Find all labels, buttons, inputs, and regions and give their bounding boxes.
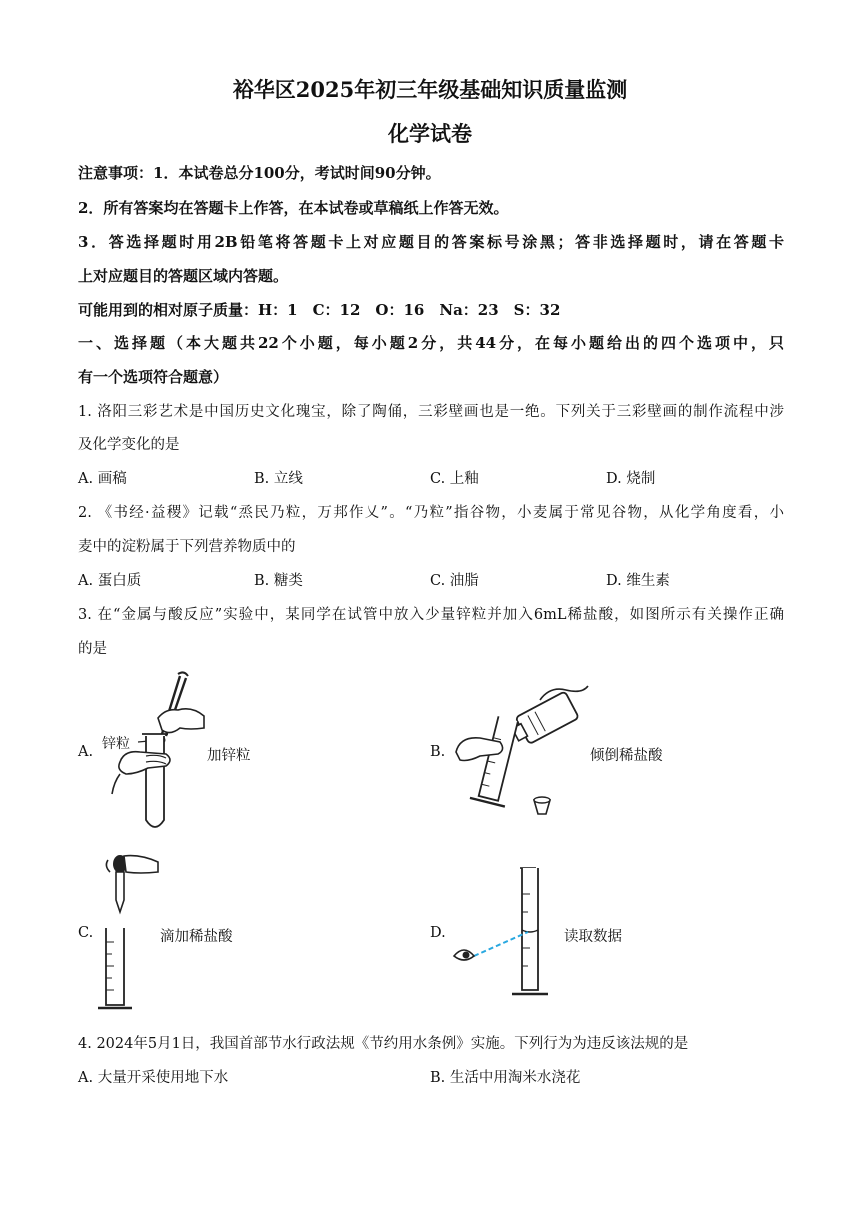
fig-a-caption: 加锌粒 <box>207 748 251 764</box>
q1-option-b: B. 立线 <box>254 471 303 487</box>
fig-c-caption: 滴加稀盐酸 <box>160 929 233 945</box>
notice-line-2: 2．所有答案均在答题卡上作答，在本试卷或草稿纸上作答无效。 <box>78 199 509 217</box>
q4-option-b: B. 生活中用淘米水浇花 <box>430 1070 581 1086</box>
q2-option-c: C. 油脂 <box>430 573 479 589</box>
q2-option-a: A. 蛋白质 <box>78 573 142 589</box>
fig-a-letter: A. <box>78 744 94 760</box>
q1-option-a: A. 画稿 <box>78 471 127 487</box>
q2-option-d: D. 维生素 <box>606 573 670 589</box>
q4-option-a: A. 大量开采使用地下水 <box>78 1070 229 1086</box>
q1-stem-b: 及化学变化的是 <box>78 437 180 453</box>
q1-option-c: C. 上釉 <box>430 471 479 487</box>
fig-b-caption: 倾倒稀盐酸 <box>590 748 663 764</box>
q3-stem-a: 3. 在“金属与酸反应”实验中，某同学在试管中放入少量锌粒并加入6mL稀盐酸，如图所示有关操作正确 <box>78 607 784 623</box>
q1-option-d: D. 烧制 <box>606 471 656 487</box>
fig-c-letter: C. <box>78 925 94 941</box>
notice-line-1: 注意事项：1．本试卷总分100分，考试时间90分钟。 <box>78 164 441 182</box>
fig-d-cylinder-icon <box>450 864 560 1000</box>
q1-stem-a: 1. 洛阳三彩艺术是中国历史文化瑰宝，除了陶俑，三彩壁画也是一绝。下列关于三彩壁画的制作流程中涉 <box>78 404 784 420</box>
atomic-mass-line: 可能用到的相对原子质量：H：1 C：12 O：16 Na：23 S：32 <box>78 301 561 319</box>
q3-stem-b: 的是 <box>78 641 107 657</box>
section-heading-b: 有一个选项符合题意） <box>78 368 229 386</box>
fig-d-caption: 读取数据 <box>564 929 622 945</box>
fig-d-letter: D. <box>430 925 446 941</box>
exam-subtitle: 化学试卷 <box>388 121 472 146</box>
fig-c-dropper-icon <box>96 850 166 1015</box>
notice-line-3b: 上对应题目的答题区域内答题。 <box>78 267 289 285</box>
fig-b-letter: B. <box>430 744 446 760</box>
fig-a-zinc-tag: 锌粒 <box>102 736 130 752</box>
q2-option-b: B. 糖类 <box>254 573 303 589</box>
fig-a-test-tube-icon <box>100 670 210 835</box>
notice-line-3a: 3．答选择题时用2B铅笔将答题卡上对应题目的答案标号涂黑；答非选择题时，请在答题卡 <box>78 233 784 251</box>
q4-stem: 4. 2024年5月1日，我国首部节水行政法规《节约用水条例》实施。下列行为为违反该法规的是 <box>78 1036 689 1052</box>
q2-stem-a: 2. 《书经·益稷》记载“烝民乃粒，万邦作乂”。“乃粒”指谷物，小麦属于常见谷物，从化学角度看，小 <box>78 505 784 521</box>
q2-stem-b: 麦中的淀粉属于下列营养物质中的 <box>78 539 296 555</box>
section-heading-a: 一、选择题（本大题共22个小题，每小题2分，共44分，在每小题给出的四个选项中，只 <box>78 334 784 352</box>
fig-b-pouring-icon <box>450 680 590 820</box>
exam-title: 裕华区2025年初三年级基础知识质量监测 <box>232 77 628 102</box>
